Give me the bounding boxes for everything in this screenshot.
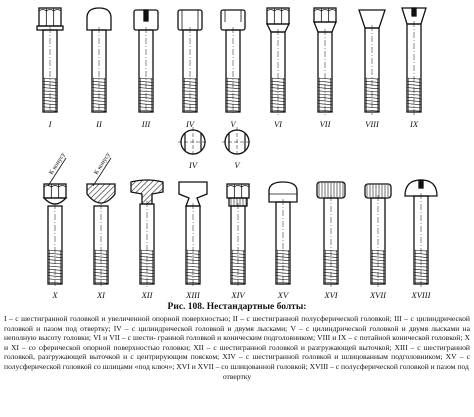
bolt-drawing bbox=[179, 182, 207, 287]
bolt-label: VIII bbox=[365, 119, 379, 129]
bolt-label: XIII bbox=[186, 290, 200, 300]
caption-text bbox=[4, 314, 470, 381]
caption-line: головкой; III – с цилиндрической головкой и пазом под отвертку; IV – с цилиндрической головкой и двумя bbox=[4, 314, 470, 333]
bolt-drawing bbox=[134, 10, 158, 115]
bolt-drawing bbox=[269, 182, 297, 287]
bolt-drawing bbox=[227, 184, 249, 287]
bolt-drawing bbox=[317, 182, 345, 287]
caption-line: отвертку bbox=[222, 371, 252, 381]
bolt-drawing bbox=[267, 8, 289, 115]
bolt-drawing bbox=[402, 8, 426, 115]
bottom-row-bolts bbox=[44, 180, 437, 287]
bolt-label: XIV bbox=[231, 290, 245, 300]
caption-line: XIII – с шестигранной головкой, разгружающей выточкой и с центрирующим пояском; XIV – с шестигранной bbox=[4, 342, 470, 362]
caption-line: сферической опорной поверхностью головки; XII – с шестигранной головкой и разгружающей выточкой; bbox=[38, 342, 392, 352]
bolt-top-view bbox=[178, 127, 208, 157]
bolt-label: X bbox=[52, 290, 58, 300]
bolt-label: IV bbox=[185, 119, 195, 129]
bolt-label: IX bbox=[409, 119, 419, 129]
top-views bbox=[178, 127, 252, 157]
bolt-label: IV bbox=[188, 160, 198, 170]
caption-line: лысками; V – с цилиндрической головкой и двумя лысками на неполную высоту головки; VI и VII – с шести- bbox=[4, 323, 470, 343]
bolt-drawing bbox=[37, 8, 63, 115]
bolt-drawing bbox=[221, 10, 245, 115]
bolt-label: I bbox=[48, 119, 52, 129]
bolt-label: XVI bbox=[324, 290, 338, 300]
cone-annotation: К конусу bbox=[47, 151, 67, 177]
bolt-drawing bbox=[87, 184, 115, 287]
bolt-label: XVIII bbox=[411, 290, 431, 300]
bolt-label: II bbox=[96, 119, 102, 129]
caption-line: ключ»; XVI и XVII – со шлицованной головкой; XVIII – с полусферической головкой и пазом под bbox=[151, 361, 469, 371]
bolt-drawing bbox=[44, 184, 66, 287]
bolt-drawing bbox=[405, 180, 437, 287]
bolt-label: XVII bbox=[369, 290, 387, 300]
bolt-label: XV bbox=[277, 290, 289, 300]
bolt-label: VII bbox=[319, 119, 331, 129]
bolt-label: VI bbox=[273, 119, 283, 129]
bolt-drawing bbox=[365, 184, 391, 287]
bolt-drawing bbox=[314, 8, 336, 115]
top-row-bolts bbox=[37, 8, 426, 115]
caption-title: Рис. 108. Нестандартные болты: bbox=[167, 302, 307, 312]
caption-line: гранной головкой и коническим подголовником; VIII и IX – с потайной конической головкой; X и XI – со bbox=[4, 333, 470, 352]
bolt-label: V bbox=[230, 119, 236, 129]
bolt-top-view bbox=[222, 127, 252, 157]
bolt-drawing bbox=[87, 8, 111, 115]
caption-line: I – с шестигранной головкой и увеличенной опорной поверхностью; II – с шестигранной полусферической bbox=[4, 314, 359, 323]
bolt-drawing bbox=[359, 10, 385, 115]
cone-annotation: К конусу bbox=[92, 151, 112, 177]
bolt-drawing bbox=[131, 180, 163, 287]
figure-caption bbox=[4, 302, 470, 381]
caption-line: головкой и шлицованным подголовником; XV – с полусферической головкой со шлицами «под bbox=[4, 352, 470, 371]
bolt-drawing bbox=[178, 10, 202, 115]
bolt-label: XI bbox=[96, 290, 106, 300]
bolt-label: XII bbox=[141, 290, 153, 300]
bolt-label: V bbox=[234, 160, 240, 170]
bolt-label: III bbox=[141, 119, 151, 129]
